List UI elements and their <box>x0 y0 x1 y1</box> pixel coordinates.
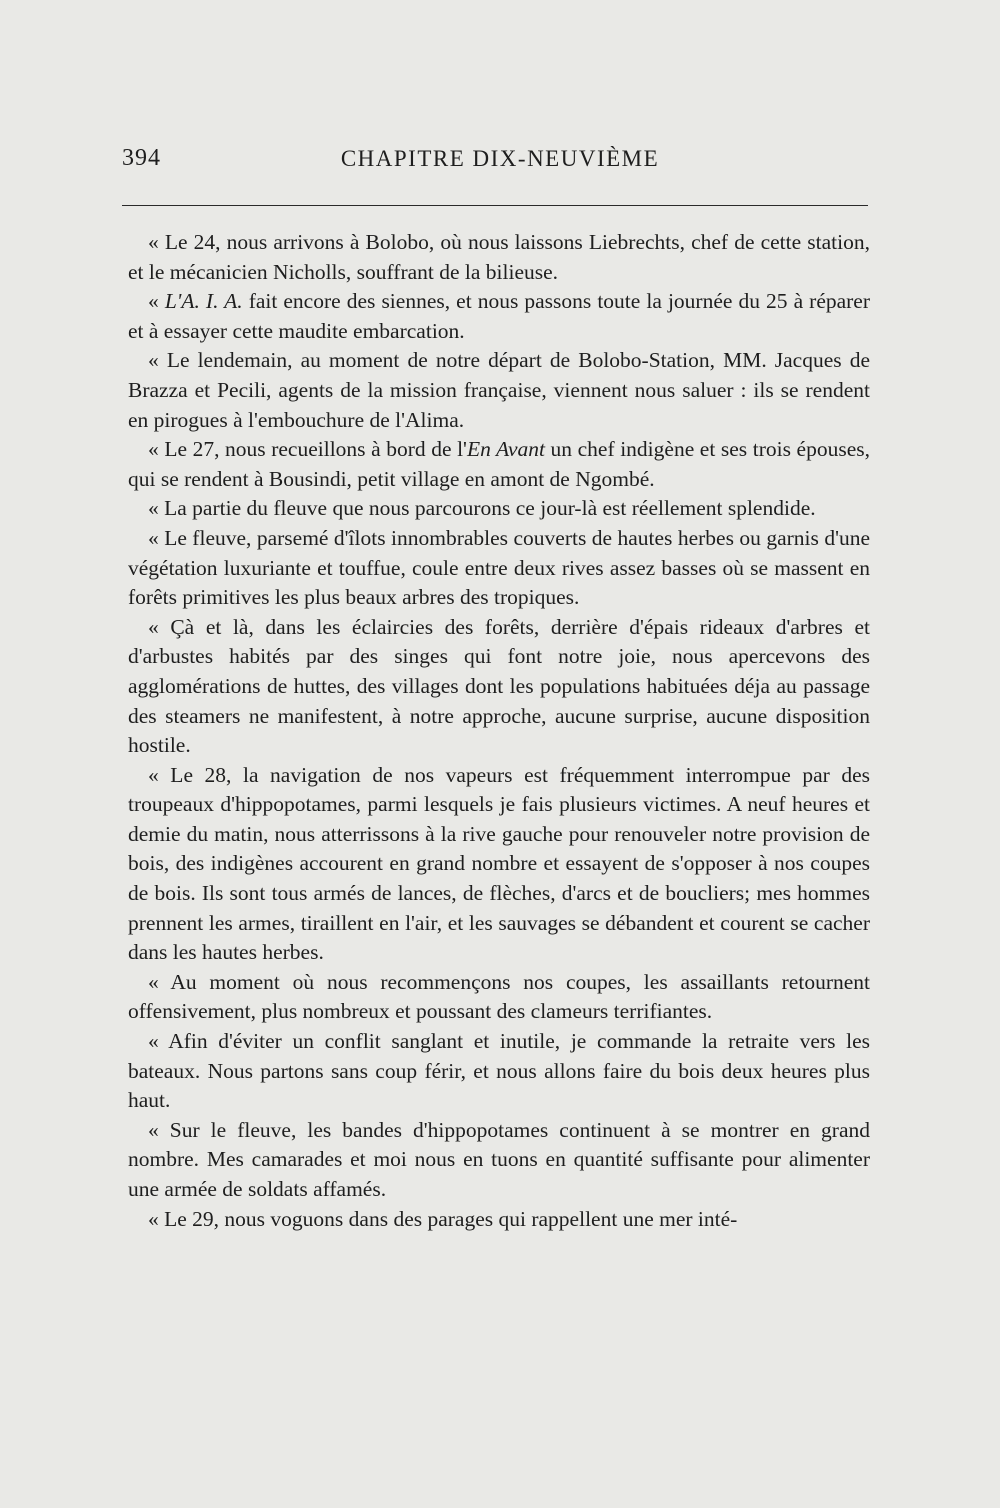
paragraph: « Le lendemain, au moment de notre départ de Bolobo-Station, MM. Jacques de Brazza et Pecili, agents de la mission française, viennent nous saluer : ils se rendent en pirogues à l'embouchure de l'Alima. <box>128 348 870 432</box>
paragraph: « Le fleuve, parsemé d'îlots innombrables couverts de hautes herbes ou garnis d'une végétation luxuriante et touffue, coule entre deux rives assez basses où se massent en forêts primitives les plus beaux arbres des tropiques. <box>128 525 870 610</box>
header-rule <box>122 205 868 206</box>
paragraph: « L'A. I. A. fait encore des siennes, et nous passons toute la journée du 25 à réparer et à essayer cette maudite embarcation. <box>128 289 871 343</box>
page-number: 394 <box>122 145 161 171</box>
running-head: CHAPITRE DIX-NEUVIÈME <box>340 146 660 171</box>
paragraph: « Le 27, nous recueillons à bord de l'En Avant un chef indigène et ses trois épouses, qui se rendent à Bousindi, petit village en amont de Ngombé. <box>128 437 870 491</box>
italic-text: L'A. I. A. <box>164 289 243 314</box>
paragraph: « Afin d'éviter un conflit sanglant et inutile, je commande la retraite vers les bateaux. Nous partons sans coup férir, et nous allons faire du bois deux heures plus haut. <box>128 1029 870 1113</box>
paragraph: « Le 29, nous voguons dans des parages qui rappellent une mer inté- <box>148 1206 738 1231</box>
body-text <box>128 228 870 1234</box>
paragraph: « Çà et là, dans les éclaircies des forêts, derrière d'épais rideaux d'arbres et d'arbustes habités par des singes qui font notre joie, nous apercevons des agglomérations de huttes, des villages dont les populations habituées déja au passage des steamers ne manifestent, à notre approche, aucune surprise, aucune disposition hostile. <box>128 614 870 758</box>
paragraph: « Au moment où nous recommençons nos coupes, les assaillants retournent offensivement, plus nombreux et poussant des clameurs terrifiantes. <box>128 969 870 1024</box>
paragraph: « La partie du fleuve que nous parcourons ce jour-là est réellement splendide. <box>148 496 816 521</box>
paragraph: « Le 28, la navigation de nos vapeurs est fréquemment interrompue par des troupeaux d'hippopotames, parmi lesquels je fais plusieurs victimes. A neuf heures et demie du matin, nous atterrissons à la rive gauche pour renouveler notre provision de bois, des indigènes accourent en grand nombre et essayent de s'opposer à nos coupes de bois. Ils sont tous armés de lances, de flèches, d'arcs et de boucliers; mes hommes prennent les armes, tiraillent en l'air, et les sauvages se débandent et courent se cacher dans les hautes herbes. <box>128 762 870 965</box>
paragraph: « Le 24, nous arrivons à Bolobo, où nous laissons Liebrechts, chef de cette station, et le mécanicien Nicholls, souffrant de la bilieuse. <box>128 230 870 284</box>
paragraph: « Sur le fleuve, les bandes d'hippopotames continuent à se montrer en grand nombre. Mes camarades et moi nous en tuons en quantité suffisante pour alimenter une armée de soldats affamés. <box>128 1117 870 1201</box>
italic-text: En Avant <box>466 437 545 462</box>
